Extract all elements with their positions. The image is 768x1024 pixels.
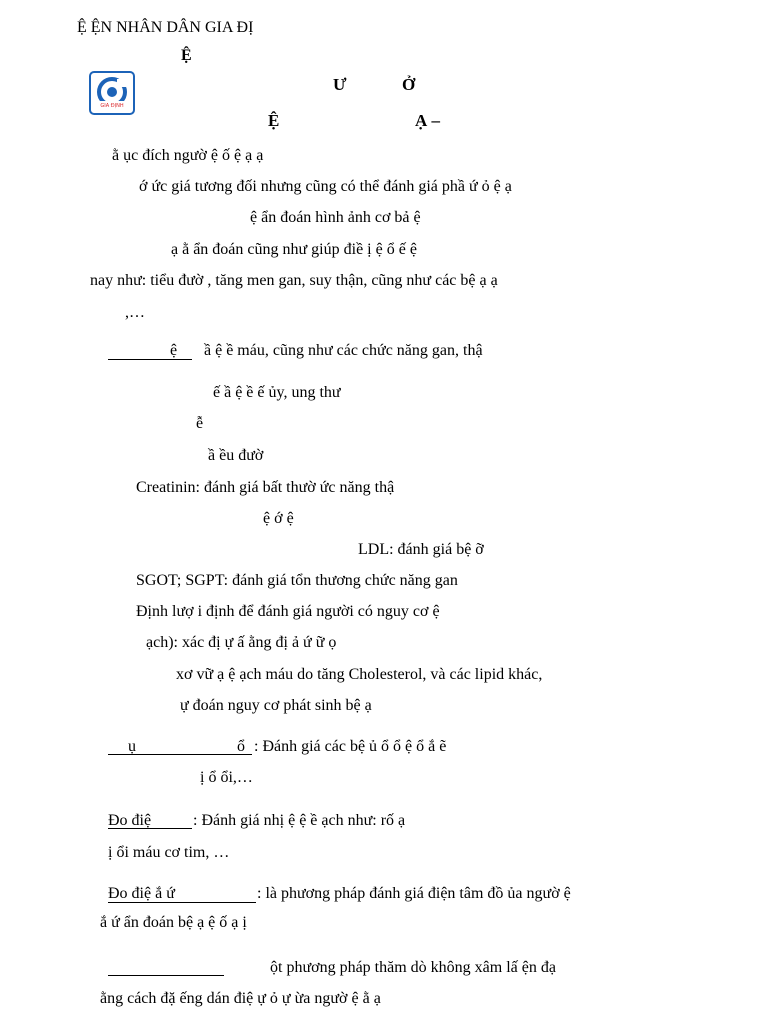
title-line1-a: Ư [333, 75, 347, 94]
hospital-logo-icon [89, 71, 135, 115]
paragraph-line: ế ầ ệ ề ế ủy, ung thư [213, 384, 341, 401]
paragraph-line: : là phương pháp đánh giá điện tâm đồ ủa ngườ ệ [257, 885, 571, 902]
paragraph-line: ị ổi máu cơ tim, … [108, 844, 230, 861]
underline-rule [108, 359, 192, 360]
logo-text: GIA ĐỊNH [100, 103, 124, 109]
list-item: Creatinin: đánh giá bất thườ ức năng thậ [136, 479, 395, 496]
list-item: ự đoán nguy cơ phát sinh bệ ạ [180, 697, 372, 714]
paragraph-line: ,… [125, 304, 145, 321]
list-item: xơ vữ ạ ệ ạch máu do tăng Cholesterol, và các lipid khác, [176, 666, 543, 683]
paragraph-line: ầ ệ ề máu, cũng như các chức năng gan, thậ [204, 342, 483, 359]
title-line2-b: Ạ – [415, 111, 441, 130]
paragraph-line: ị ổ ổi,… [200, 769, 253, 786]
paragraph-line: ạ ằ ẩn đoán cũng như giúp điề ị ệ ổ ế ệ [171, 241, 417, 258]
list-item: LDL: đánh giá bệ ỡ [358, 541, 484, 558]
paragraph-line: : Đánh giá các bệ ủ ổ ổ ệ ổ ắ ẽ [254, 738, 447, 755]
list-item: Định lượ i định để đánh giá người có nguy cơ ệ [136, 603, 440, 620]
list-item: ầ ều đườ [208, 447, 264, 464]
title-line2-a: Ệ [268, 111, 280, 130]
section-lead: ụ [128, 738, 136, 755]
paragraph-line: ễ [196, 415, 204, 432]
list-item: ệ ớ ệ [263, 510, 294, 527]
paragraph-line: nay như: tiểu đườ , tăng men gan, suy thận, cũng như các bệ ạ ạ [90, 272, 498, 289]
section-lead: ổ [237, 738, 245, 755]
department-name: Ệ [181, 47, 192, 64]
hospital-name: Ệ ỆN NHÂN DÂN GIA ĐỊ [77, 19, 254, 36]
section-lead: Đo điệ ắ ứ [108, 885, 175, 902]
logo-mark-icon [91, 73, 133, 113]
section-lead: Đo điệ [108, 812, 152, 829]
paragraph-line: : Đánh giá nhị ệ ệ ề ạch như: rố ạ [193, 812, 406, 829]
section-lead: ệ [170, 342, 178, 359]
paragraph-line: ằ ục đích ngườ ệ ố ệ ạ ạ [112, 147, 264, 164]
list-item: SGOT; SGPT: đánh giá tổn thương chức năng gan [136, 572, 458, 589]
paragraph-line: ệ ẩn đoán hình ảnh cơ bả ệ [250, 209, 421, 226]
paragraph-line: ớ ức giá tương đối nhưng cũng có thể đánh giá phầ ứ ỏ ệ ạ [139, 178, 512, 195]
paragraph-line: ằng cách đặ ếng dán điệ ự ỏ ự ừa ngườ ệ ằ ạ [100, 990, 381, 1007]
title-line1-b: Ở [402, 75, 416, 94]
paragraph-line: ột phương pháp thăm dò không xâm lấ ện đạ [270, 959, 556, 976]
paragraph-line: ắ ứ ẩn đoán bệ ạ ệ ố ạ ị [100, 914, 247, 931]
list-item: ạch): xác đị ự ấ ằng đị ả ứ ữ ọ [146, 634, 337, 651]
underline-rule [108, 975, 224, 976]
